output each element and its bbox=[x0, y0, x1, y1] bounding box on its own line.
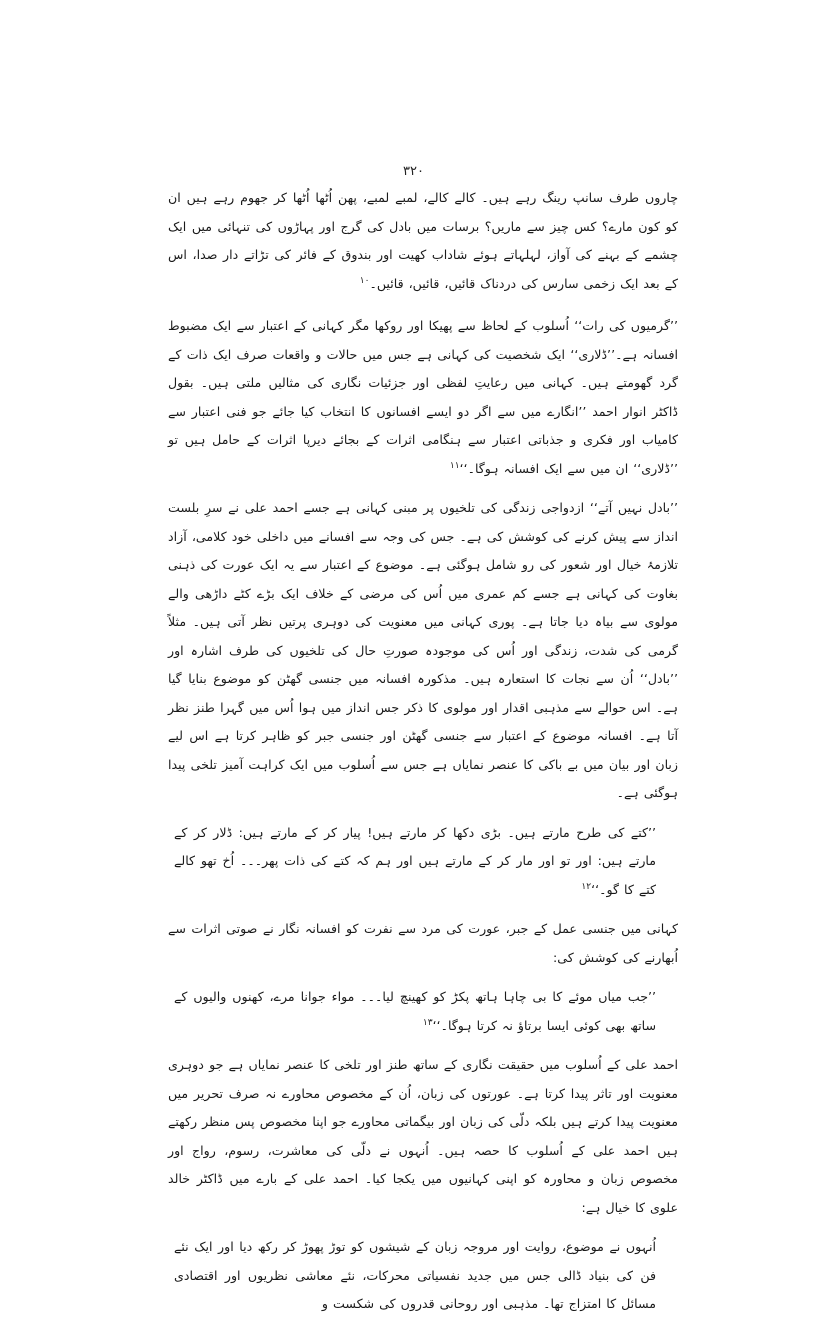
footnote-marker: ۱۳ bbox=[422, 1017, 433, 1028]
footnote-marker: ۱۰ bbox=[359, 275, 370, 286]
paragraph-text: ’’کتے کی طرح مارتے ہیں۔ بڑی دکھا کر مارتے ہیں! پیار کر کے مارتے ہیں: ڈلار کر کے مارتے ہیں: اور تو اور مار کر کے مارتے ہیں اور ہم کہ کتے کی ذات پھر۔۔۔ اُخ تھو کالے کتے کا گو۔‘‘ bbox=[174, 824, 656, 897]
paragraph-text: ’’بادل نہیں آتے‘‘ ازدواجی زندگی کی تلخیوں پر مبنی کہانی ہے جسے احمد علی نے سرِ بلست انداز سے پیش کرنے کی کوشش کی ہے۔ جس کی وجہ سے افسانے میں داخلی خود کلامی، آزاد تلازمۂ خیال اور شعور کی رو شامل ہوگئی ہے۔ موضوع کے اعتبار سے یہ ایک عورت کی ذہنی بغاوت کی کہانی ہے جسے کم عمری میں اُس کی مرضی کے خلاف ایک بڑے کٹے داڑھی والے مولوی سے بیاہ دیا جاتا ہے۔ پوری کہانی میں معنویت کی دوہری پرتیں نظر آتی ہیں۔ مثلاً گرمی کی شدت، زندگی اور اُس کی موجودہ صورتِ حال کی تلخیوں کی طرف اشارہ اور ’’بادل‘‘ اُن سے نجات کا استعارہ ہیں۔ مذکورہ افسانہ میں جنسی گھٹن کو موضوع بنایا گیا ہے۔ اس حوالے سے مذہبی اقدار اور مولوی کا ذکر جس انداز میں ہوا اُس میں گہرا طنز نظر آتا ہے۔ افسانہ موضوع کے اعتبار سے جنسی گھٹن اور جنسی جبر کو ظاہر کرتا ہے اس لیے زبان اور بیان میں بے باکی کا عنصر نمایاں ہے جس سے اُسلوب میں ایک کراہت آمیز تلخی پیدا ہوگئی ہے۔ bbox=[168, 500, 678, 800]
block-quote bbox=[168, 1233, 678, 1319]
paragraph-text: ’’جب میاں موئے کا بی چاہا ہاتھ پکڑ کو کھینچ لیا۔۔۔ مواء جوانا مرے، کھنوں والیوں کے ساتھ بھی کوئی ایسا برتاؤ نہ کرتا ہوگا۔‘‘ bbox=[174, 989, 656, 1033]
page-number: ۳۲۰ bbox=[403, 164, 424, 179]
block-quote bbox=[168, 819, 678, 905]
paragraph bbox=[168, 915, 678, 972]
paragraph-text: احمد علی کے اُسلوب میں حقیقت نگاری کے ساتھ طنز اور تلخی کا عنصر نمایاں ہے جو دوہری معنویت اور تاثر پیدا کرتا ہے۔ عورتوں کی زبان، اُن کے مخصوص محاورے نہ صرف تحریر میں معنویت پیدا کرتے ہیں بلکہ دلّی کی زبان اور بیگماتی محاورے جو اپنا مخصوص پس منظر رکھتے ہیں احمد علی کے اُسلوب کا حصہ ہیں۔ اُنہوں نے دلّی کی معاشرت، رسوم، رواج اور مخصوص زبان و محاورہ کو اپنی کہانیوں میں یکجا کیا۔ احمد علی کے بارے میں ڈاکٹر خالد علوی کا خیال ہے: bbox=[168, 1057, 678, 1215]
body-text bbox=[168, 184, 678, 1330]
block-quote bbox=[168, 983, 678, 1040]
paragraph bbox=[168, 1051, 678, 1222]
paragraph-text: چاروں طرف سانپ رینگ رہے ہیں۔ کالے کالے، لمبے لمبے، پھن اُٹھا اُٹھا کر جھوم رہے ہیں ان کو کون مارے؟ کس چیز سے ماریں؟ برسات میں بادل کی گرج اور پہاڑوں کی تنہائی میں ایک چشمے کے بہنے کی آواز، لہلہاتے ہوئے شاداب کھیت اور بندوق کے فائر کی تڑاتے دار صدا، اس کے بعد ایک زخمی سارس کی دردناک قائیں، قائیں، قائیں۔ bbox=[168, 190, 678, 291]
footnote-marker: ۱۱ bbox=[449, 460, 460, 471]
paragraph-text: کہانی میں جنسی عمل کے جبر، عورت کی مرد سے نفرت کو افسانہ نگار نے صوتی اثرات سے اُبھارنے کی کوشش کی: bbox=[168, 921, 678, 965]
paragraph-text: ’’گرمیوں کی رات‘‘ اُسلوب کے لحاظ سے پھیکا اور روکھا مگر کہانی کے اعتبار سے ایک مضبوط افسانہ ہے۔’’ڈلاری‘‘ ایک شخصیت کی کہانی ہے جس میں حالات و واقعات صرف ایک ذات کے گرد گھومتے ہیں۔ کہانی میں رعایتِ لفظی اور جزئیات نگاری کی مثالیں ملتی ہیں۔ بقول ڈاکٹر انوار احمد ’’انگارے میں سے اگر دو ایسے افسانوں کا انتخاب کیا جائے جو فنی اعتبار سے کامیاب اور فکری و جذباتی اعتبار سے ہنگامی اثرات کے بجائے دیرپا اثرات کے حامل ہیں تو ’’ڈلاری‘‘ ان میں سے ایک افسانہ ہوگا۔‘‘ bbox=[168, 318, 678, 476]
footnote-marker: ۱۲ bbox=[581, 881, 592, 892]
paragraph bbox=[168, 494, 678, 808]
paragraph bbox=[168, 312, 678, 483]
paragraph bbox=[168, 184, 678, 298]
paragraph-text: اُنہوں نے موضوع، روایت اور مروجہ زبان کے شیشوں کو توڑ پھوڑ کر رکھ دیا اور ایک نئے فن کی بنیاد ڈالی جس میں جدید نفسیاتی محرکات، نئے معاشی نظریوں اور اقتصادی مسائل کا امتزاج تھا۔ مذہبی اور روحانی قدروں کی شکست و bbox=[174, 1239, 656, 1311]
